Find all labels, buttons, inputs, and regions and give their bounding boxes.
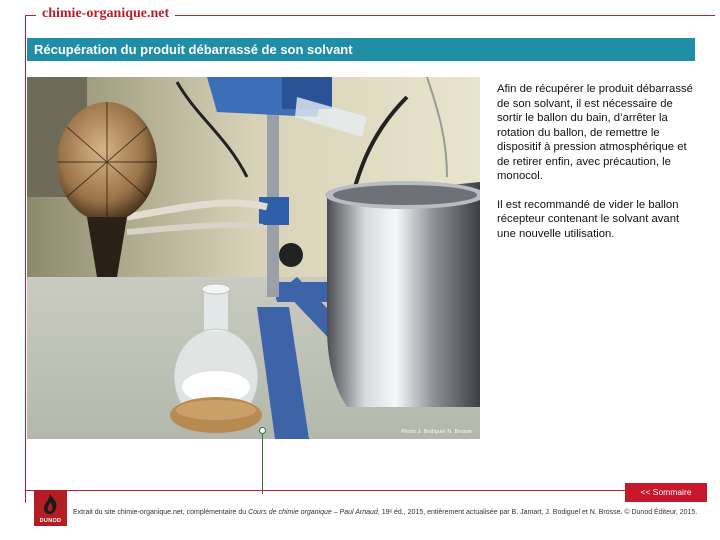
- summary-button[interactable]: << Sommaire: [625, 483, 707, 502]
- photo-credit: Photo J. Bodiguel N. Brosse: [401, 429, 472, 435]
- callout-marker: [259, 427, 266, 434]
- frame-bottom-rule: [25, 490, 625, 491]
- footer-book-title: Cours de chimie organique – Paul Arnaud: [248, 509, 378, 516]
- callout-line: [262, 434, 263, 494]
- dunod-logo: [34, 490, 67, 526]
- explanation-text: [497, 82, 697, 255]
- paragraph-procedure: Afin de récupérer le produit débarrassé de son solvant, il est nécessaire de sortir le ballon du bain, d’arrêter la rotation du ballon, de remettre le dispositif à pression atmosphérique et de retirer enfin, avec précaution, le monocol.: [497, 83, 693, 182]
- logo-text: DUNOD: [39, 518, 62, 524]
- footer-credits: [73, 508, 713, 518]
- slide-title: Récupération du produit débarrassé de son solvant: [27, 38, 695, 61]
- photo-illustration: [27, 77, 480, 439]
- flame-icon: [34, 490, 67, 516]
- paragraph-recommendation: Il est recommandé de vider le ballon récepteur contenant le solvant avant une nouvelle utilisation.: [497, 198, 680, 240]
- site-name: chimie-organique.net: [36, 6, 175, 22]
- rotary-evaporator-photo: [27, 77, 480, 439]
- footer-suffix: , 19ᵉ éd., 2015, entièrement actualisée par B. Jamart, J. Bodiguel et N. Brosse. © Dunod Éditeur, 2015.: [377, 509, 698, 516]
- footer-prefix: Extrait du site chimie-organique.net, complémentaire du: [73, 509, 249, 516]
